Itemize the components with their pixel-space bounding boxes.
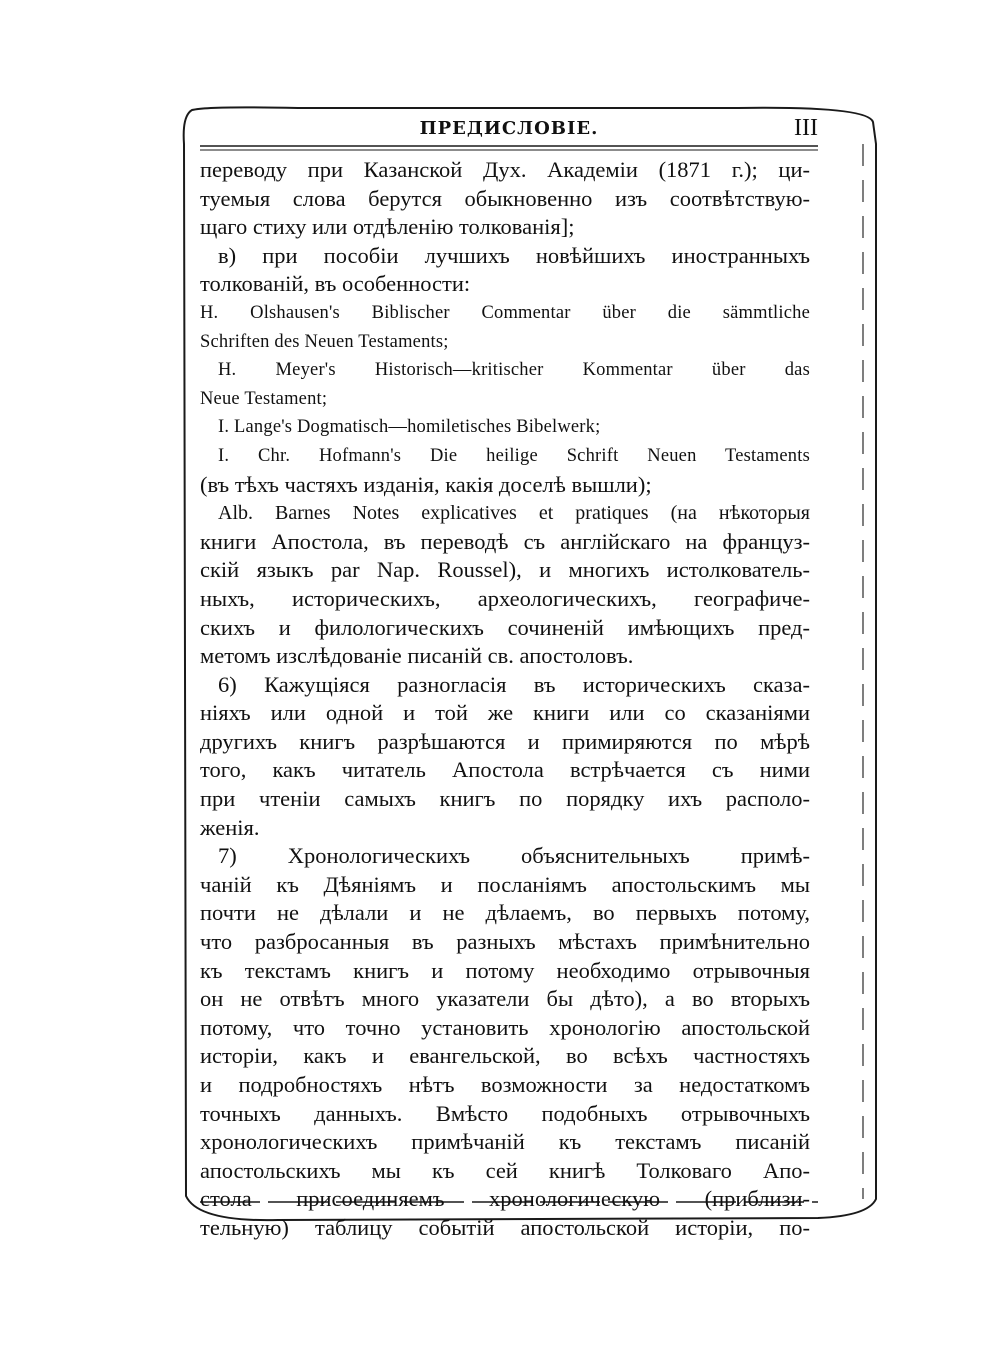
header-title: ПРЕДИСЛОВІЕ. bbox=[419, 118, 599, 139]
text-line: (въ тѣхъ частяхъ изданія, какія доселѣ вышли); bbox=[200, 471, 652, 497]
text-line: къ текстамъ книгъ и потому необходимо отрывочныя bbox=[200, 957, 810, 983]
text-line: ныхъ, историческихъ, археологическихъ, географиче- bbox=[200, 585, 810, 611]
text-line: того, какъ читатель Апостола встрѣчается съ ними bbox=[200, 757, 810, 783]
text-line: скихъ и филологическихъ сочиненій имѣющихъ пред- bbox=[200, 614, 810, 640]
text-line: 7) Хронологическихъ объяснительныхъ примѣ- bbox=[218, 843, 810, 869]
text-line: точныхъ данныхъ. Вмѣсто подобныхъ отрывочныхъ bbox=[200, 1100, 810, 1126]
text-line: H. Meyer's Historisch—kritischer Kommentar über das bbox=[218, 360, 810, 381]
text-line: тельную) таблицу событій апостольской исторіи, по- bbox=[200, 1214, 810, 1240]
text-line: исторіи, какъ и евангельской, во всѣхъ частностяхъ bbox=[200, 1043, 810, 1069]
text-line: Neue Testament; bbox=[200, 388, 328, 409]
text-line: 6) Кажущіяся разногласія въ историческихъ сказа- bbox=[218, 671, 810, 697]
text-line: чаній къ Дѣяніямъ и посланіямъ апостольскимъ мы bbox=[200, 871, 810, 897]
text-line: метомъ изслѣдованіе писаній св. апостоловъ. bbox=[200, 643, 634, 669]
text-line: туемыя слова берутся обыкновенно изъ соотвѣтствую- bbox=[200, 185, 810, 211]
text-line: другихъ книгъ разрѣшаются и примиряются по мѣрѣ bbox=[200, 728, 810, 754]
text-line: ніяхъ или одной и той же книги или со сказаніями bbox=[200, 700, 810, 726]
text-line: почти не дѣлали и не дѣлаемъ, во первыхъ потому, bbox=[200, 900, 810, 926]
text-line: и подробностяхъ нѣтъ возможности за недостаткомъ bbox=[200, 1072, 810, 1097]
text-line: H. Olshausen's Biblischer Commentar über die sämmtliche bbox=[200, 302, 810, 323]
page-number: III bbox=[794, 115, 818, 141]
text-line: Schriften des Neuen Testaments; bbox=[200, 331, 449, 352]
text-line: I. Lange's Dogmatisch—homiletisches Bibelwerk; bbox=[218, 417, 601, 438]
text-line: толкованій, въ особенности: bbox=[200, 271, 471, 297]
text-line: Alb. Barnes Notes explicatives et pratiques (на нѣкоторыя bbox=[218, 502, 810, 525]
text-line: переводу при Казанской Дух. Академіи (1871 г.); ци- bbox=[200, 157, 810, 182]
text-line: хронологическихъ примѣчаній къ текстамъ писаній bbox=[200, 1129, 810, 1155]
text-line: книги Апостола, въ переводѣ съ англійскаго на француз- bbox=[200, 528, 810, 554]
text-line: скій языкъ par Nap. Roussel), и многихъ истолкователь- bbox=[200, 557, 810, 583]
text-line: в) при пособіи лучшихъ новѣйшихъ иностранныхъ bbox=[218, 242, 810, 268]
text-line: I. Chr. Hofmann's Die heilige Schrift Neuen Testaments bbox=[218, 445, 810, 466]
text-line: потому, что точно установить хронологію апостольской bbox=[200, 1014, 810, 1040]
text-line: женія. bbox=[200, 814, 260, 840]
text-line: стола присоединяемъ хронологическую (приблизи- bbox=[200, 1186, 810, 1212]
text-line: при чтеніи самыхъ книгъ по порядку ихъ располо- bbox=[200, 786, 810, 812]
text-line: что разбросанныя въ разныхъ мѣстахъ примѣнительно bbox=[200, 929, 810, 955]
text-line: щаго стиху или отдѣленію толкованія]; bbox=[200, 214, 575, 240]
body-text bbox=[200, 156, 810, 1243]
text-line: апостольскихъ мы къ сей книгѣ Толковаго Апо- bbox=[200, 1157, 810, 1183]
page-header bbox=[200, 115, 818, 144]
text-line: он не отвѣтъ много указатели бы дѣто), а во вторыхъ bbox=[200, 986, 810, 1012]
page-frame bbox=[178, 104, 878, 1240]
